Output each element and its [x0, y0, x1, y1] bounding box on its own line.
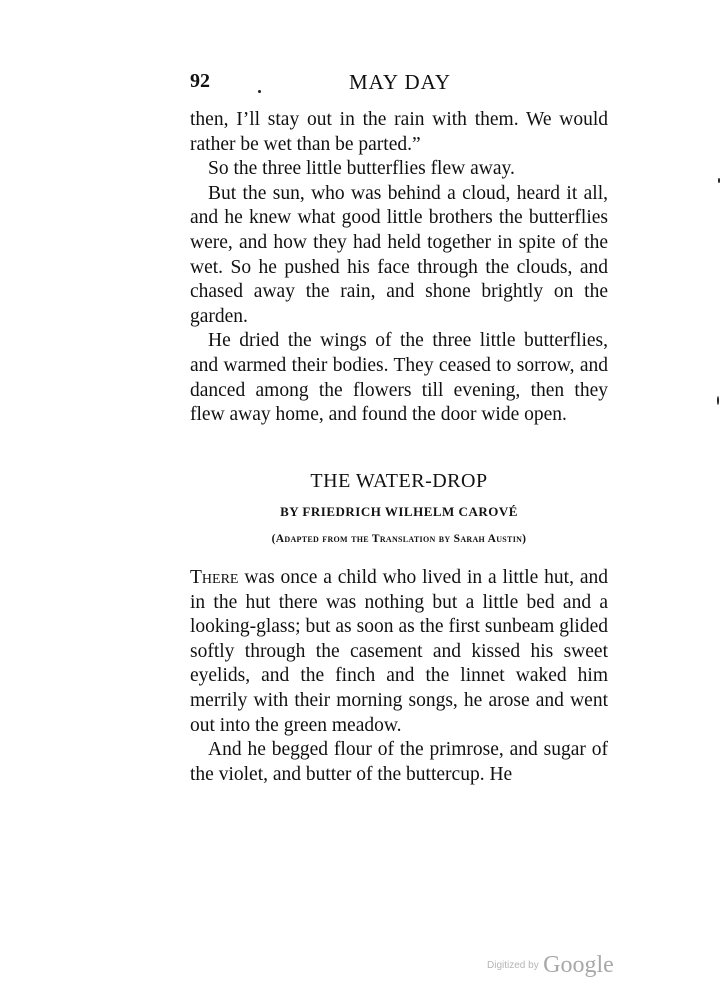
story-title: THE WATER-DROP [310, 470, 488, 492]
watermark-prefix: Digitized by [487, 960, 539, 971]
scan-speck [717, 396, 719, 405]
paragraph [190, 566, 608, 738]
scan-speck [258, 90, 261, 93]
story-byline: BY FRIEDRICH WILHELM CAROVÉ [280, 504, 518, 519]
lead-word: There [190, 567, 239, 588]
paragraph: then, I’ll stay out in the rain with them. We would rather be wet than be parted.” [190, 109, 608, 155]
story-credit: (Adapted from the Translation by Sarah Austin) [271, 533, 527, 545]
google-logo: Google [543, 952, 614, 978]
first-section-text [190, 108, 608, 428]
paragraph-rest: was once a child who lived in a little hut, and in the hut there was nothing but a little bed and a looking-glass; but as soon as the first sunbeam glided softly through the casement and kissed his sweet eyelids, and the finch and the linnet waked him merrily with their morning songs, he arose and went out into the green meadow. [190, 567, 608, 736]
page-number: 92 [190, 70, 210, 92]
scan-speck [718, 178, 720, 183]
paragraph: But the sun, who was behind a cloud, heard it all, and he knew what good little brothers the butterflies were, and how they had held together in spite of the wet. So he pushed his face through the clouds, and chased away the rain, and shone brightly on the garden. [190, 182, 608, 327]
digitized-watermark [487, 952, 614, 979]
paragraph: So the three little butterflies flew away. [208, 158, 515, 180]
story-text [190, 566, 608, 787]
page-header [190, 70, 610, 100]
paragraph: He dried the wings of the three little butterflies, and warmed their bodies. They ceased to sorrow, and danced among the flowers till evening, then they flew away home, and found the door wide open. [190, 330, 608, 426]
paragraph: And he begged flour of the primrose, and sugar of the violet, and butter of the buttercup. He [190, 739, 608, 785]
running-head: MAY DAY [348, 70, 452, 94]
